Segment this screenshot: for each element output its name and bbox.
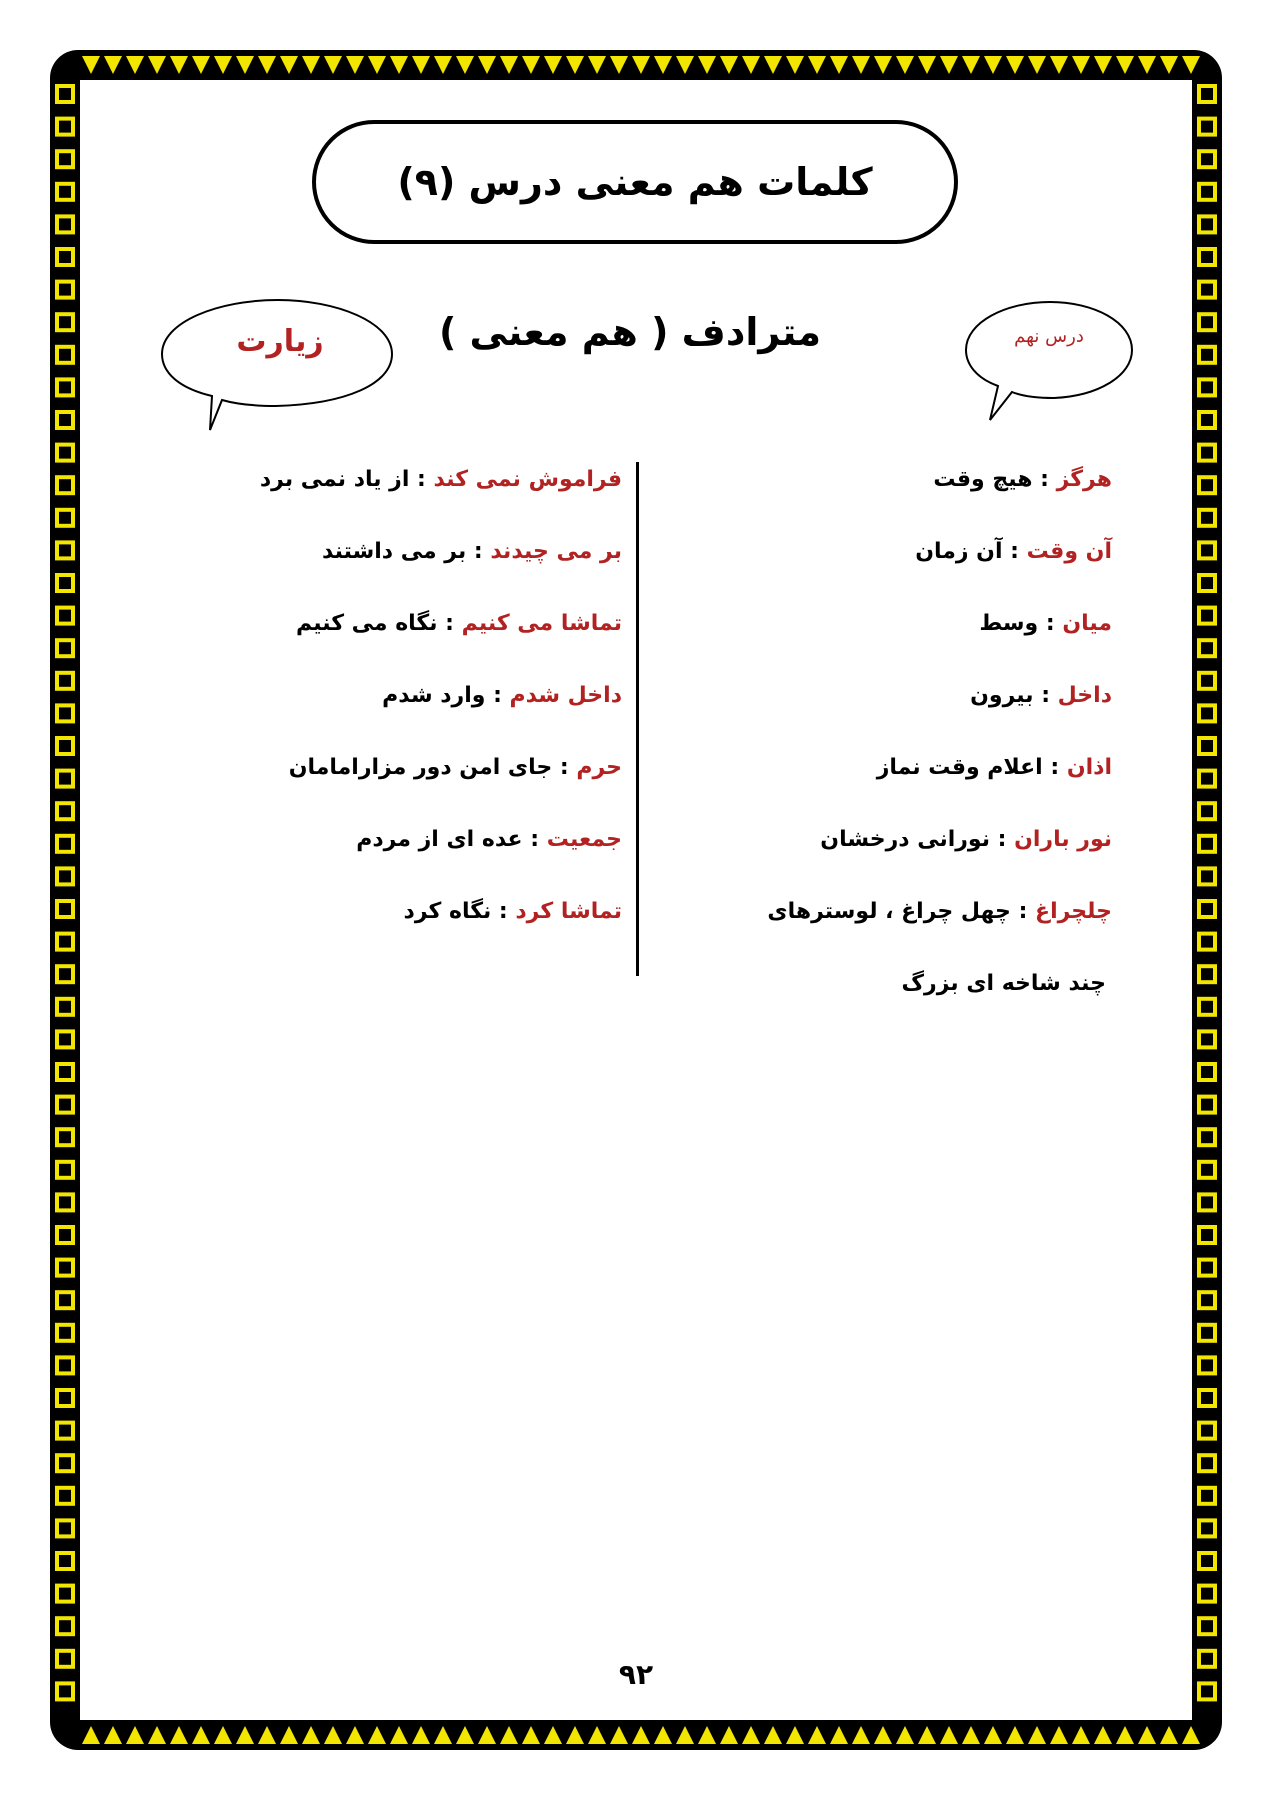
page-title: کلمات هم معنی درس (۹): [312, 120, 958, 244]
synonym-row: [260, 604, 622, 676]
synonym-separator: :: [466, 539, 491, 564]
synonym-meaning: نگاه کرد: [403, 899, 492, 924]
synonym-term: جمعیت: [546, 827, 622, 852]
synonym-separator: :: [437, 611, 462, 636]
synonym-row: [720, 460, 1112, 532]
synonym-meaning: نورانی درخشان: [820, 827, 990, 852]
synonym-row: [260, 460, 622, 532]
synonym-separator: :: [522, 827, 547, 852]
synonym-term: فراموش نمی کند: [433, 467, 622, 492]
synonym-term: آن وقت: [1026, 539, 1112, 564]
synonym-term: داخل شدم: [509, 683, 622, 708]
synonym-row: [260, 532, 622, 604]
synonym-term: حرم: [576, 755, 622, 780]
synonym-row: [260, 748, 622, 820]
synonym-meaning: هیچ وقت: [933, 467, 1033, 492]
synonym-separator: :: [491, 899, 516, 924]
synonym-separator: :: [1032, 467, 1057, 492]
speech-bubble-right: [962, 298, 1138, 426]
bubble-left-label: زیارت: [236, 324, 324, 359]
synonym-separator: :: [409, 467, 434, 492]
synonym-term: هرگز: [1056, 467, 1112, 492]
synonym-meaning: بیرون: [970, 683, 1034, 708]
synonym-list-left: [260, 460, 622, 964]
synonym-term: تماشا می کنیم: [461, 611, 622, 636]
bubble-right-label: درس نهم: [1014, 326, 1084, 347]
synonym-separator: :: [1038, 611, 1063, 636]
synonym-term: نور باران: [1014, 827, 1112, 852]
synonym-meaning: بر می داشتند: [321, 539, 467, 564]
synonym-term: داخل: [1057, 683, 1112, 708]
synonym-row: [720, 748, 1112, 820]
synonym-separator: :: [552, 755, 577, 780]
synonym-meaning: اعلام وقت نماز: [876, 755, 1043, 780]
synonym-row: [260, 820, 622, 892]
synonym-separator: :: [1002, 539, 1027, 564]
synonym-meaning: عده ای از مردم: [356, 827, 523, 852]
synonym-term: میان: [1062, 611, 1112, 636]
synonym-row: [720, 820, 1112, 892]
synonym-separator: :: [989, 827, 1015, 852]
synonym-term: چلچراغ: [1035, 899, 1112, 924]
synonym-row: [720, 892, 1112, 964]
synonym-term: بر می چیدند: [490, 539, 622, 564]
speech-bubble-left: [156, 296, 400, 436]
synonym-meaning: نگاه می کنیم: [295, 611, 438, 636]
synonym-meaning: آن زمان: [915, 539, 1003, 564]
synonym-separator: :: [1010, 899, 1036, 924]
synonym-row: [260, 892, 622, 964]
synonym-term: تماشا کرد: [515, 899, 622, 924]
synonym-row: [720, 532, 1112, 604]
synonym-row: [720, 604, 1112, 676]
synonym-meaning: وارد شدم: [382, 683, 486, 708]
section-subtitle: مترادف ( هم معنی ): [438, 310, 822, 354]
synonym-term: اذان: [1066, 755, 1112, 780]
synonym-continuation: چند شاخه ای بزرگ: [901, 971, 1106, 996]
synonym-row: [260, 676, 622, 748]
synonym-list-right: [720, 460, 1112, 1036]
page-number: ۹۲: [618, 1658, 654, 1691]
synonym-meaning: جای امن دور مزارامامان: [288, 755, 553, 780]
synonym-meaning: وسط: [979, 611, 1039, 636]
synonym-separator: :: [1042, 755, 1067, 780]
column-divider: [636, 462, 639, 976]
synonym-separator: :: [485, 683, 510, 708]
synonym-row: [720, 676, 1112, 748]
synonym-meaning: از یاد نمی برد: [259, 467, 410, 492]
synonym-meaning: چهل چراغ ، لوسترهای: [767, 899, 1011, 924]
synonym-separator: :: [1033, 683, 1058, 708]
